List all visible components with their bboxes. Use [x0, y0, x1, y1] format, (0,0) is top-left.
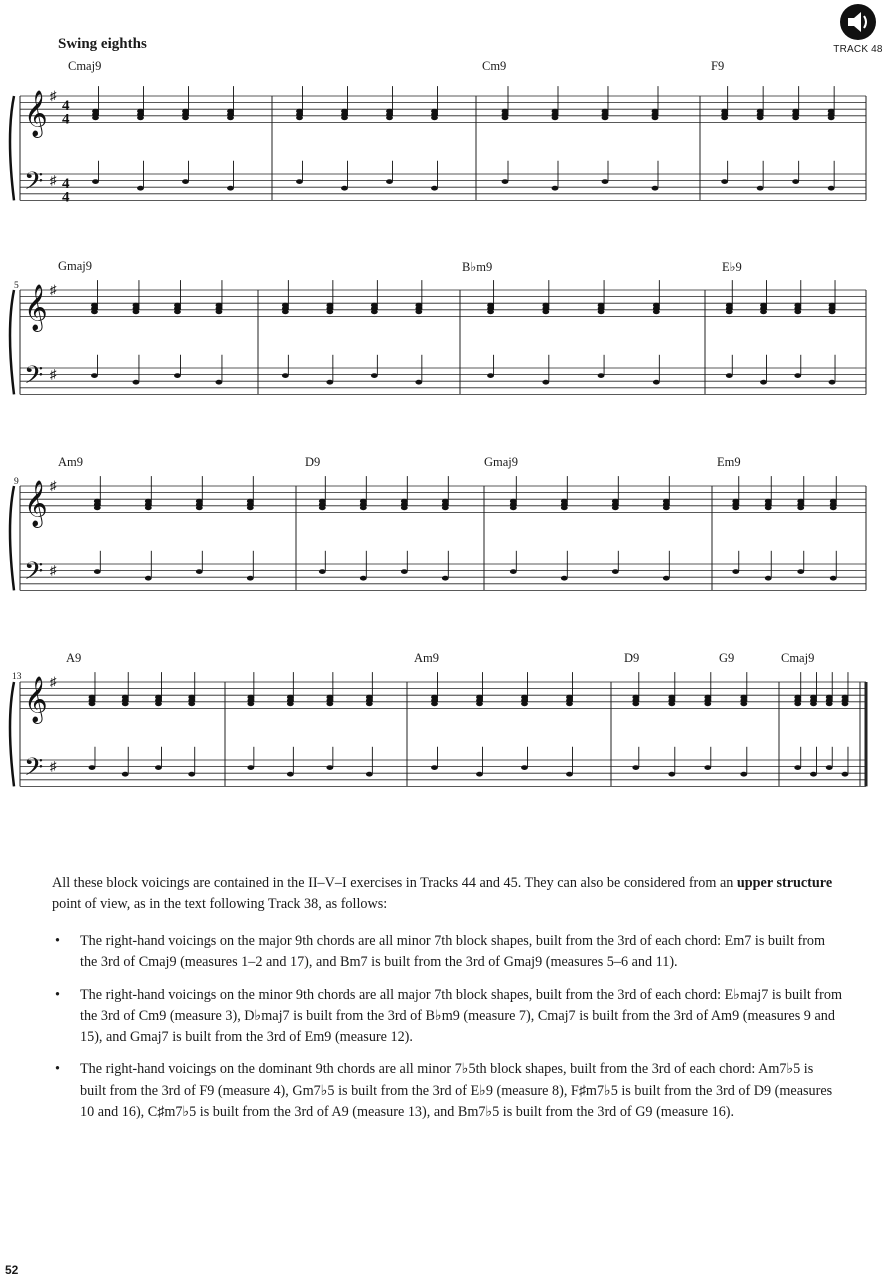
note-head — [386, 109, 393, 114]
note-head — [721, 179, 728, 184]
measure-number: 5 — [14, 281, 19, 291]
chord-symbol: Am9 — [58, 455, 83, 469]
note-head — [612, 499, 619, 504]
note-head — [91, 373, 98, 378]
note-head — [247, 695, 254, 700]
note-head — [227, 109, 234, 114]
note-head — [552, 109, 559, 114]
note-head — [133, 380, 140, 385]
sharp-icon: ♯ — [50, 366, 57, 382]
note-head — [371, 303, 378, 308]
intro-paragraph: All these block voicings are contained in the II–V–I exercises in Tracks 44 and 45. They can also be considered from an upper structure point of view, as in the text following Track 38, as follows: — [52, 875, 833, 913]
note-head — [829, 303, 836, 308]
note-head — [828, 186, 835, 191]
note-head — [247, 499, 254, 504]
chord-symbol: Am9 — [414, 651, 439, 665]
bullet-list — [52, 931, 842, 1134]
note-head — [704, 765, 711, 770]
chord-symbol: Cmaj9 — [781, 651, 815, 665]
note-head — [765, 499, 772, 504]
note-head — [341, 186, 348, 191]
note-head — [757, 186, 764, 191]
note-head — [319, 499, 326, 504]
note-head — [668, 772, 675, 777]
chord-symbol: B♭m9 — [462, 260, 493, 274]
note-head — [155, 765, 162, 770]
list-item: • The right-hand voicings on the dominant 9th chords are all minor 7♭5th block shapes, built from the 3rd of each chord: Am7♭5 is built from the 3rd of F9 (measure 4), Gm7♭5 is built from the 3rd of E♭9 (measure 8), F♯m7♭5 is built from the 3rd of D9 (measures 10 and 16), C♯m7♭5 is built from the 3rd of A9 (measure 13), and Bm7♭5 is built from the 3rd of G9 (measure 16). — [55, 1061, 833, 1121]
note-head — [830, 499, 837, 504]
note-head — [401, 499, 408, 504]
note-head — [94, 569, 101, 574]
note-head — [415, 303, 422, 308]
tempo-marking: Swing eighths — [58, 36, 147, 52]
note-head — [442, 576, 449, 581]
note-head — [726, 373, 733, 378]
note-head — [431, 186, 438, 191]
sharp-icon: ♯ — [50, 281, 57, 297]
note-head — [92, 179, 99, 184]
time-signature: 4 — [62, 189, 70, 206]
note-head — [794, 695, 801, 700]
chord-symbol: Gmaj9 — [58, 259, 93, 273]
note-head — [726, 303, 733, 308]
chord-symbol: D9 — [305, 455, 321, 469]
note-head — [598, 303, 605, 308]
treble-clef-icon: 𝄞 — [24, 480, 48, 527]
note-head — [502, 109, 509, 114]
note-head — [319, 569, 326, 574]
treble-clef-icon: 𝄞 — [24, 90, 48, 137]
note-head — [830, 576, 837, 581]
chord-symbol: Cmaj9 — [68, 59, 102, 73]
list-item: • The right-hand voicings on the minor 9th chords are all major 7th block shapes, built from the 3rd of each chord: E♭maj7 is built from the 3rd of Cm9 (measure 3), D♭maj7 is built from the 3rd of B♭m9 (measure 7), Cmaj7 is built from the 3rd of Am9 (measures 9 and 15), and Gmaj7 is built from the 3rd of Em9 (measure 12). — [55, 986, 842, 1046]
note-head — [510, 569, 517, 574]
note-head — [442, 499, 449, 504]
note-head — [174, 303, 181, 308]
note-head — [792, 109, 799, 114]
note-head — [797, 569, 804, 574]
note-head — [632, 765, 639, 770]
note-head — [174, 373, 181, 378]
note-head — [552, 186, 559, 191]
note-head — [145, 576, 152, 581]
note-head — [794, 765, 801, 770]
note-head — [145, 499, 152, 504]
note-head — [137, 186, 144, 191]
note-head — [487, 373, 494, 378]
time-signature: 4 — [62, 111, 70, 128]
note-head — [326, 695, 333, 700]
note-head — [326, 303, 333, 308]
note-head — [476, 695, 483, 700]
note-head — [561, 499, 568, 504]
note-head — [598, 373, 605, 378]
note-head — [415, 380, 422, 385]
note-head — [247, 576, 254, 581]
note-head — [612, 569, 619, 574]
chord-symbol: Gmaj9 — [484, 455, 519, 469]
note-head — [287, 772, 294, 777]
note-head — [487, 303, 494, 308]
time-signature: 4 — [62, 98, 70, 115]
note-head — [182, 109, 189, 114]
note-head — [663, 499, 670, 504]
note-head — [602, 109, 609, 114]
treble-clef-icon: 𝄞 — [24, 676, 48, 723]
measure-number: 13 — [12, 672, 22, 682]
bass-clef-icon: 𝄢 — [24, 166, 44, 202]
list-item: • The right-hand voicings on the major 9th chords are all minor 7th block shapes, built from the 3rd of each chord: Em7 is built from the 3rd of Cmaj9 (measures 1–2 and 17), and Bm7 is built from the 3rd of Gmaj9 (measures 5–6 and 11). — [55, 933, 826, 971]
note-head — [740, 695, 747, 700]
track-label: TRACK 48 — [833, 44, 883, 55]
note-head — [287, 695, 294, 700]
note-head — [431, 765, 438, 770]
sharp-icon: ♯ — [50, 562, 57, 578]
note-head — [740, 772, 747, 777]
chord-symbol: A9 — [66, 651, 82, 665]
note-head — [632, 695, 639, 700]
bullet-dot: • — [55, 933, 60, 949]
note-head — [326, 380, 333, 385]
note-head — [826, 695, 833, 700]
note-head — [842, 695, 849, 700]
bass-clef-icon: 𝄢 — [24, 556, 44, 592]
note-head — [826, 765, 833, 770]
note-head — [653, 303, 660, 308]
chord-symbol: Em9 — [717, 455, 741, 469]
bass-clef-icon: 𝄢 — [24, 360, 44, 396]
note-head — [704, 695, 711, 700]
sharp-icon: ♯ — [50, 477, 57, 493]
note-head — [282, 303, 289, 308]
note-head — [652, 186, 659, 191]
bullet-dot: • — [55, 986, 60, 1003]
chord-symbol: F9 — [711, 59, 725, 73]
note-head — [792, 179, 799, 184]
brace — [10, 486, 14, 590]
note-head — [760, 303, 767, 308]
note-head — [137, 109, 144, 114]
note-head — [401, 569, 408, 574]
brace — [10, 290, 14, 394]
time-signature: 4 — [62, 176, 70, 193]
note-head — [155, 695, 162, 700]
treble-clef-icon: 𝄞 — [24, 284, 48, 331]
note-head — [602, 179, 609, 184]
chord-symbol: E♭9 — [722, 260, 742, 274]
note-head — [341, 109, 348, 114]
note-head — [760, 380, 767, 385]
sharp-icon: ♯ — [50, 87, 57, 103]
note-head — [188, 772, 195, 777]
note-head — [842, 772, 849, 777]
note-head — [386, 179, 393, 184]
bullet-dot: • — [55, 1061, 60, 1078]
note-head — [765, 576, 772, 581]
note-head — [542, 303, 549, 308]
note-head — [188, 695, 195, 700]
note-head — [521, 765, 528, 770]
note-head — [296, 109, 303, 114]
note-head — [360, 576, 367, 581]
note-head — [122, 695, 129, 700]
note-head — [227, 186, 234, 191]
chord-symbol: G9 — [719, 651, 735, 665]
sharp-icon: ♯ — [50, 758, 57, 774]
note-head — [89, 765, 96, 770]
note-head — [431, 109, 438, 114]
note-head — [216, 380, 223, 385]
note-head — [510, 499, 517, 504]
note-head — [196, 499, 203, 504]
note-head — [91, 303, 98, 308]
note-head — [652, 109, 659, 114]
note-head — [732, 499, 739, 504]
sharp-icon: ♯ — [50, 172, 57, 188]
note-head — [94, 499, 101, 504]
note-head — [566, 772, 573, 777]
note-head — [810, 695, 817, 700]
note-head — [521, 695, 528, 700]
page-number: 52 — [5, 1263, 19, 1277]
brace — [10, 96, 14, 200]
sharp-icon: ♯ — [50, 673, 57, 689]
note-head — [366, 695, 373, 700]
note-head — [829, 380, 836, 385]
note-head — [828, 109, 835, 114]
note-head — [797, 499, 804, 504]
note-head — [757, 109, 764, 114]
note-head — [502, 179, 509, 184]
note-head — [663, 576, 670, 581]
note-head — [721, 109, 728, 114]
note-head — [282, 373, 289, 378]
measure-number: 9 — [14, 477, 19, 487]
note-head — [89, 695, 96, 700]
note-head — [794, 373, 801, 378]
note-head — [476, 772, 483, 777]
brace — [10, 682, 14, 786]
note-head — [431, 695, 438, 700]
note-head — [561, 576, 568, 581]
chord-symbol: Cm9 — [482, 59, 507, 73]
note-head — [326, 765, 333, 770]
note-head — [371, 373, 378, 378]
note-head — [794, 303, 801, 308]
note-head — [296, 179, 303, 184]
note-head — [566, 695, 573, 700]
note-head — [810, 772, 817, 777]
chord-symbol: D9 — [624, 651, 640, 665]
note-head — [182, 179, 189, 184]
note-head — [668, 695, 675, 700]
note-head — [216, 303, 223, 308]
note-head — [247, 765, 254, 770]
note-head — [133, 303, 140, 308]
note-head — [732, 569, 739, 574]
note-head — [360, 499, 367, 504]
note-head — [92, 109, 99, 114]
note-head — [653, 380, 660, 385]
bass-clef-icon: 𝄢 — [24, 752, 44, 788]
note-head — [196, 569, 203, 574]
note-head — [542, 380, 549, 385]
note-head — [366, 772, 373, 777]
note-head — [122, 772, 129, 777]
